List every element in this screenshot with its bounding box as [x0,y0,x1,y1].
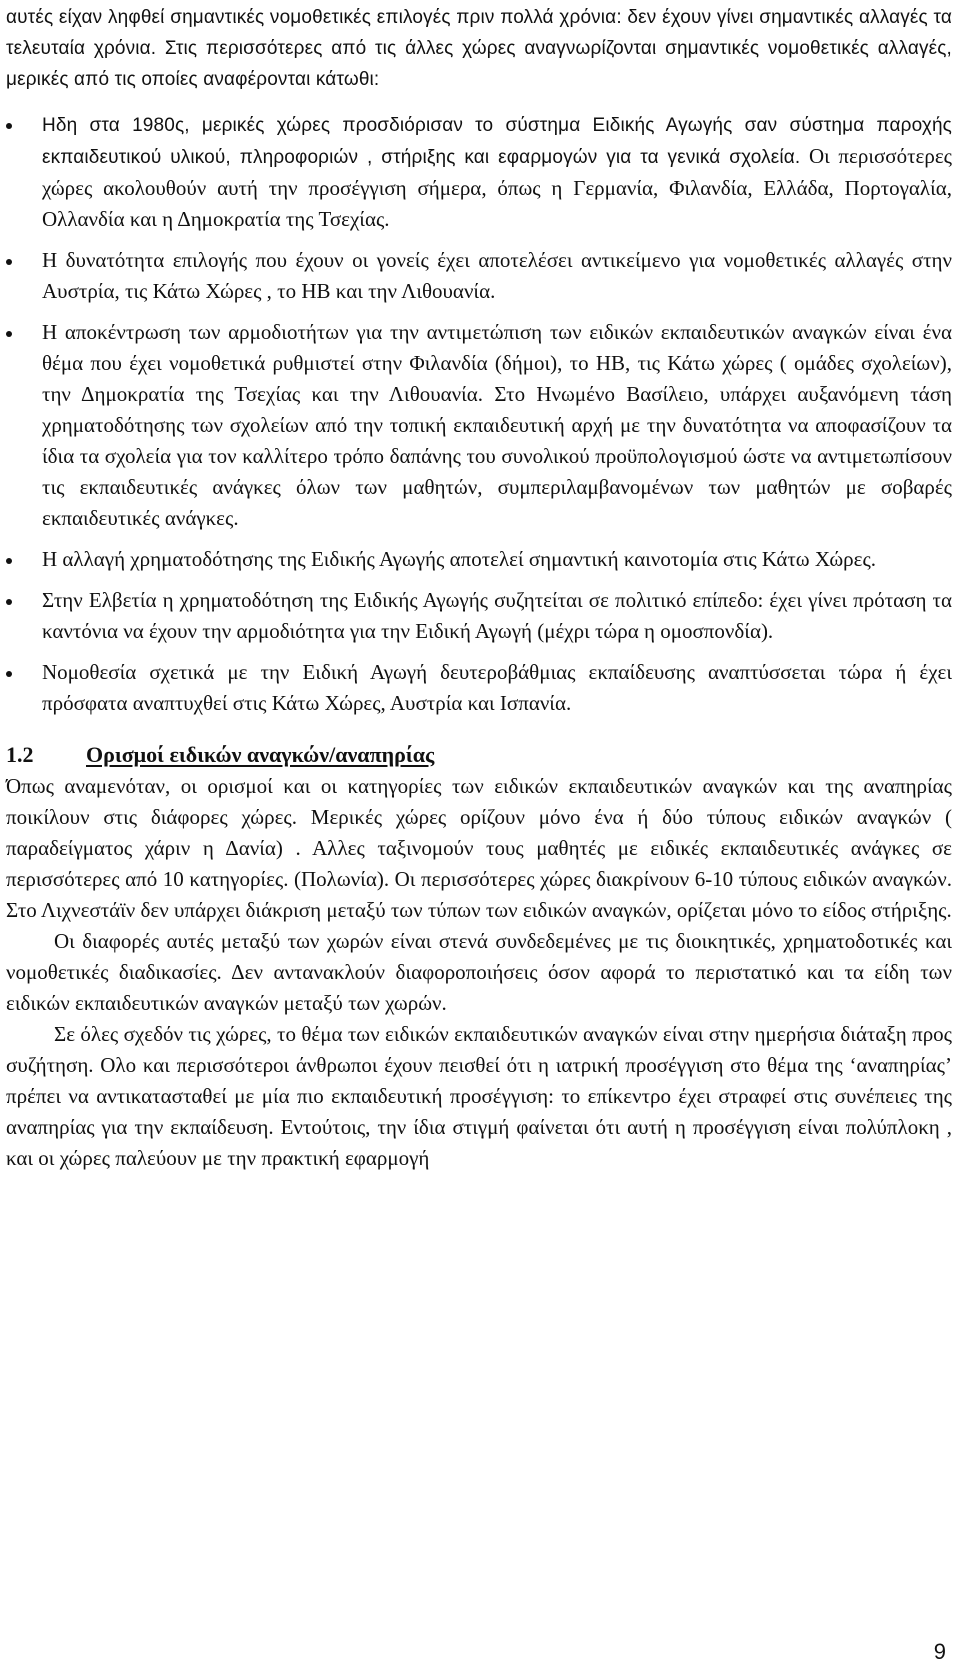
section-title: Ορισμοί ειδικών αναγκών/αναπηρίας [86,742,435,767]
bullet-icon [6,558,12,564]
bullet-text [42,109,952,235]
bullet-text: Η αλλαγή χρηματοδότησης της Ειδικής Αγωγής αποτελεί σημαντική καινοτομία στις Κάτω Χώρες. [42,547,877,571]
list-item [6,317,952,534]
bullet-icon [6,259,12,265]
intro-paragraph: αυτές είχαν ληφθεί σημαντικές νομοθετικές επιλογές πριν πολλά χρόνια: δεν έχουν γίνει σημαντικές αλλαγές τα τελευταία χρόνια. Στις περισσότερες από τις άλλες χώρες αναγνωρίζονται σημαντικές νομοθετικές αλλαγές, μερικές από τις οποίες αναφέρονται κάτωθι: [6,7,952,90]
body-paragraph: Σε όλες σχεδόν τις χώρες, το θέμα των ειδικών εκπαιδευτικών αναγκών είναι στην ημερήσια διάταξη προς συζήτηση. Ολο και περισσότεροι άνθρωποι έχουν πεισθεί ότι η ιατρική προσέγγιση στο θέμα της ‘αναπηρίας’ πρέπει να αντικατασταθεί με μία πιο εκπαιδευτική προσέγγιση: το επίκεντρο έχει στραφεί στις συνέπειες της αναπηρίας για την εκπαίδευση. Εντούτοις, την ίδια στιγμή φαίνεται ότι αυτή η προσέγγιση είναι πολύπλοκη , και οι χώρες παλεύουν με την πρακτική εφαρμογή [6,1022,952,1170]
bullet-text: Η δυνατότητα επιλογής που έχουν οι γονείς έχει αποτελέσει αντικείμενο για νομοθετικές αλλαγές στην Αυστρία, τις Κάτω Χώρες , το ΗΒ και την Λιθουανία. [42,248,952,303]
bullet-text: Νομοθεσία σχετικά με την Ειδική Αγωγή δευτεροβάθμιας εκπαίδευσης αναπτύσσεται τώρα ή έχει πρόσφατα αναπτυχθεί στις Κάτω Χώρες, Αυστρία και Ισπανία. [42,660,952,715]
list-item [6,109,952,235]
bullet-text-serif: Οι περισσότερες χώρες ακολουθούν αυτή την προσέγγιση σήμερα, όπως η Γερμανία, Φιλανδία, Ελλάδα, Πορτογαλία, Ολλανδία και η Δημοκρατία της Τσεχίας. [42,144,952,231]
bullet-list [6,109,952,719]
list-item [6,544,952,575]
bullet-icon [6,599,12,605]
section-number: 1.2 [6,742,34,767]
list-item [6,657,952,719]
body-paragraph: Οι διαφορές αυτές μεταξύ των χωρών είναι στενά συνδεδεμένες με τις διοικητικές, χρηματοδοτικές και νομοθετικές διαδικασίες. Δεν αντανακλούν διαφοροποιήσεις όσον αφορά το περιστατικό και τα είδη των ειδικών εκπαιδευτικών αναγκών μεταξύ των χωρών. [6,929,952,1015]
bullet-text: Η αποκέντρωση των αρμοδιοτήτων για την αντιμετώπιση των ειδικών εκπαιδευτικών αναγκών είναι ένα θέμα που έχει νομοθετικά ρυθμιστεί στην Φιλανδία (δήμοι), το ΗΒ, τις Κάτω χώρες ( ομάδες σχολείων), την Δημοκρατία της Τσεχίας και την Λιθουανία. Στο Ηνωμένο Βασίλειο, υπάρχει αυξανόμενη τάση χρηματοδότησης των σχολείων από την τοπική εκπαιδευτική αρχή με την δυνατότητα να αποφασίζουν τα ίδια τα σχολεία για τον καλλίτερο τρόπο δαπάνης του συνολικού προϋπολογισμού ώστε να αντιμετωπίσουν τις εκπαιδευτικές ανάγκες όλων των μαθητών, συμπεριλαμβανομένων των μαθητών με σοβαρές εκπαιδευτικές ανάγκες. [42,320,952,530]
list-item [6,245,952,307]
list-item [6,585,952,647]
body-paragraph: Όπως αναμενόταν, οι ορισμοί και οι κατηγορίες των ειδικών εκπαιδευτικών αναγκών και της αναπηρίας ποικίλουν στις διάφορες χώρες. Μερικές χώρες ορίζουν μόνο ένα ή δύο τύπους ειδικών αναγκών ( παραδείγματος χάριν η Δανία) . Αλλες ταξινομούν τους μαθητές με ειδικές εκπαιδευτικές ανάγκες σε περισσότερες από 10 κατηγορίες. (Πολωνία). Οι περισσότερες χώρες διακρίνουν 6-10 τύπους ειδικών αναγκών. Στο Λιχνεστάϊν δεν υπάρχει διάκριση μεταξύ των τύπων των ειδικών αναγκών, ορίζεται μόνο το είδος στήριξης. [6,774,952,922]
page-number: 9 [933,1639,946,1664]
bullet-text: Στην Ελβετία η χρηματοδότηση της Ειδικής Αγωγής συζητείται σε πολιτικό επίπεδο: έχει γίνει πρόταση τα καντόνια να έχουν την αρμοδιότητα για την Ειδική Αγωγή (μέχρι τώρα η ομοσπονδία). [42,588,952,643]
bullet-icon [6,123,12,129]
bullet-text-sans: Ηδη στα 1980ς, μερικές χώρες προσδιόρισαν το σύστημα Ειδικής Αγωγής σαν σύστημα παροχής εκπαιδευτικού υλικού, πληροφοριών , στήριξης και εφαρμογών για τα γενικά σχολεία. [42,115,952,168]
bullet-icon [6,331,12,337]
section-heading [6,739,952,771]
bullet-icon [6,671,12,677]
